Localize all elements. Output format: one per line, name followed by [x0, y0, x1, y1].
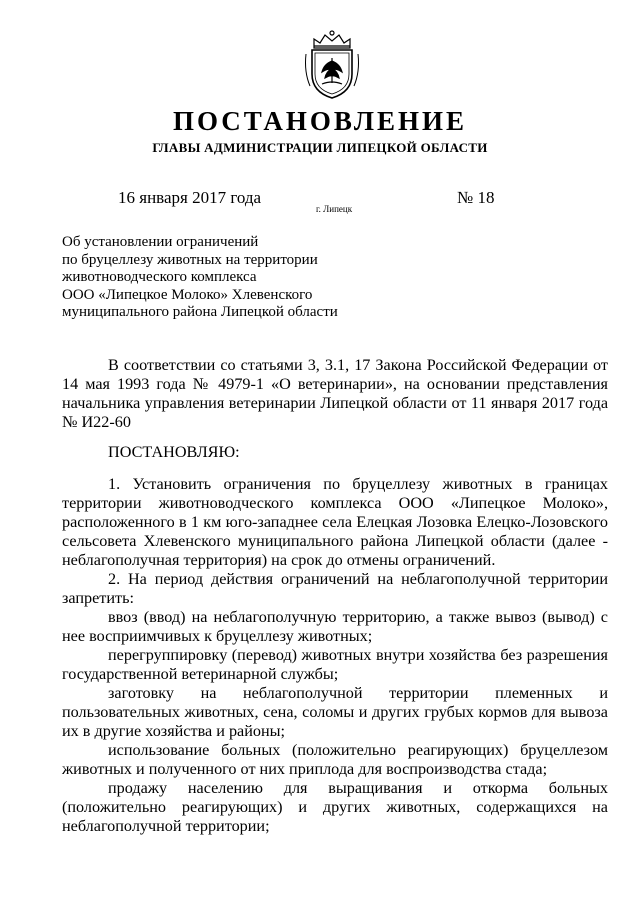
subject-line: животноводческого комплекса	[62, 269, 257, 286]
ban-paragraph: продажу населению для выращивания и откорма больных (положительно реагирующих) и других животных, содержащихся на неблагополучной территории;	[62, 779, 608, 835]
document-subject	[62, 234, 338, 322]
coat-of-arms-emblem	[300, 28, 364, 102]
subject-line: Об установлении ограничений	[62, 234, 259, 250]
postanovlyayu-heading: ПОСТАНОВЛЯЮ:	[108, 443, 240, 461]
ban-paragraph: перегруппировку (перевод) животных внутри хозяйства без разрешения государственной ветеринарной службы;	[62, 646, 608, 683]
ban-paragraph: ввоз (ввод) на неблагополучную территорию, а также вывоз (вывод) с нее восприимчивых к бруцеллезу животных;	[62, 608, 608, 645]
item-1-paragraph: 1. Установить ограничения по бруцеллезу животных в границах территории животноводческого комплекса ООО «Липецкое Молоко», расположенного в 1 км юго-западнее села Елецкая Лозовка Елецко-Лозовского сельсовета Хлевенского муниципального района Липецкой области (далее - неблагополучная территория) на срок до отмены ограничений.	[62, 475, 608, 569]
subject-line: муниципального района Липецкой области	[62, 304, 338, 321]
subject-line: ООО «Липецкое Молоко» Хлевенского	[62, 286, 313, 303]
document-title: ПОСТАНОВЛЕНИЕ	[172, 106, 468, 136]
ban-paragraph: использование больных (положительно реагирующих) бруцеллезом животных и полученного от них приплода для воспроизводства стада;	[62, 741, 608, 778]
item-2-paragraph: 2. На период действия ограничений на неблагополучной территории запретить:	[62, 570, 608, 607]
document-subtitle: ГЛАВЫ АДМИНИСТРАЦИИ ЛИПЕЦКОЙ ОБЛАСТИ	[152, 140, 488, 155]
document-body	[62, 356, 608, 836]
subject-line: по бруцеллезу животных на территории	[62, 251, 318, 268]
preamble-paragraph: В соответствии со статьями 3, 3.1, 17 Закона Российской Федерации от 14 мая 1993 года № 4979-1 «О ветеринарии», на основании представления начальника управления ветеринарии Липецкой области от 11 января 2017 года № И22-60	[62, 356, 608, 431]
document-city: г. Липецк	[316, 204, 353, 214]
document-date: 16 января 2017 года	[118, 188, 262, 207]
ban-paragraph: заготовку на неблагополучной территории племенных и пользовательных животных, сена, соломы и других грубых кормов для вывоза их в другие хозяйства и районы;	[62, 684, 608, 740]
document-number: № 18	[457, 188, 495, 207]
